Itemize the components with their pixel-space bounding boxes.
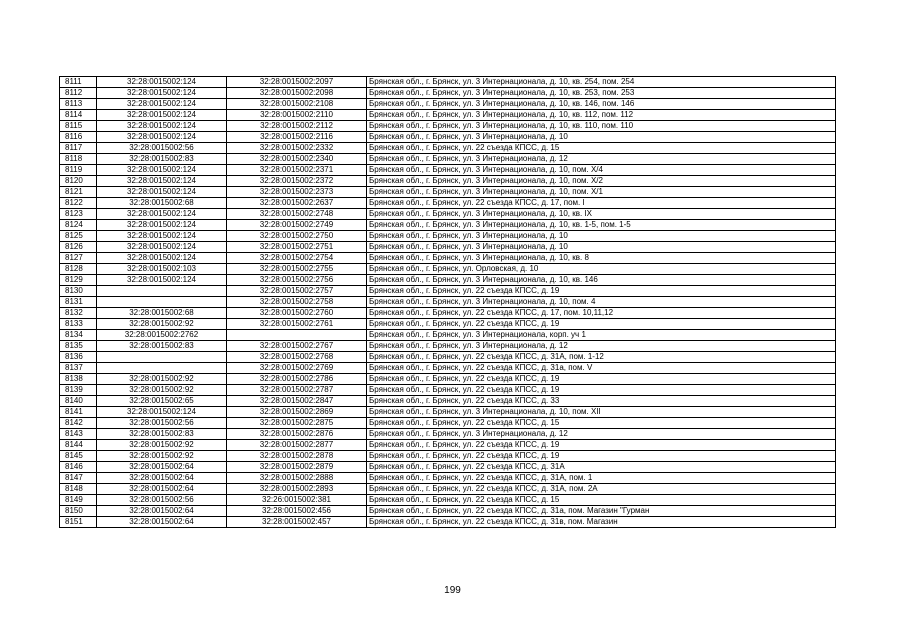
table-row — [60, 407, 836, 418]
land-cadastral-number-cell: 32:28:0015002:124 — [97, 231, 227, 242]
address-cell: Брянская обл., г. Брянск, ул. 3 Интернационала, д. 10, пом. XII — [367, 407, 836, 418]
object-cadastral-number-cell: 32:28:0015002:2754 — [227, 253, 367, 264]
object-cadastral-number-cell: 32:28:0015002:2751 — [227, 242, 367, 253]
address-cell: Брянская обл., г. Брянск, ул. 3 Интернационала, д. 10, пом. 4 — [367, 297, 836, 308]
land-cadastral-number-cell: 32:28:0015002:124 — [97, 99, 227, 110]
table-row — [60, 209, 836, 220]
land-cadastral-number-cell: 32:28:0015002:92 — [97, 319, 227, 330]
land-cadastral-number-cell: 32:28:0015002:103 — [97, 264, 227, 275]
land-cadastral-number-cell: 32:28:0015002:83 — [97, 429, 227, 440]
row-number-cell: 8137 — [60, 363, 97, 374]
row-number-cell: 8144 — [60, 440, 97, 451]
address-cell: Брянская обл., г. Брянск, ул. 3 Интернационала, д. 12 — [367, 341, 836, 352]
address-cell: Брянская обл., г. Брянск, ул. 3 Интернационала, д. 10, кв. 146 — [367, 275, 836, 286]
object-cadastral-number-cell: 32:28:0015002:2761 — [227, 319, 367, 330]
address-cell: Брянская обл., г. Брянск, ул. 3 Интернационала, д. 10 — [367, 231, 836, 242]
table-row — [60, 231, 836, 242]
address-cell: Брянская обл., г. Брянск, ул. 22 съезда КПСС, д. 31а, пом. V — [367, 363, 836, 374]
address-cell: Брянская обл., г. Брянск, ул. 22 съезда КПСС, д. 17, пом. I — [367, 198, 836, 209]
address-cell: Брянская обл., г. Брянск, ул. 22 съезда КПСС, д. 17, пом. 10,11,12 — [367, 308, 836, 319]
address-cell: Брянская обл., г. Брянск, ул. 22 съезда КПСС, д. 15 — [367, 495, 836, 506]
row-number-cell: 8131 — [60, 297, 97, 308]
land-cadastral-number-cell: 32:28:0015002:124 — [97, 165, 227, 176]
address-cell: Брянская обл., г. Брянск, ул. 22 съезда КПСС, д. 19 — [367, 319, 836, 330]
land-cadastral-number-cell: 32:28:0015002:92 — [97, 385, 227, 396]
table-row — [60, 77, 836, 88]
object-cadastral-number-cell: 32:28:0015002:2112 — [227, 121, 367, 132]
row-number-cell: 8129 — [60, 275, 97, 286]
row-number-cell: 8112 — [60, 88, 97, 99]
row-number-cell: 8127 — [60, 253, 97, 264]
land-cadastral-number-cell: 32:28:0015002:124 — [97, 132, 227, 143]
land-cadastral-number-cell: 32:28:0015002:64 — [97, 517, 227, 528]
table-row — [60, 99, 836, 110]
row-number-cell: 8114 — [60, 110, 97, 121]
object-cadastral-number-cell: 32:28:0015002:2116 — [227, 132, 367, 143]
object-cadastral-number-cell: 32:28:0015002:2875 — [227, 418, 367, 429]
object-cadastral-number-cell: 32:28:0015002:2756 — [227, 275, 367, 286]
table-row — [60, 198, 836, 209]
land-cadastral-number-cell — [97, 297, 227, 308]
row-number-cell: 8133 — [60, 319, 97, 330]
address-cell: Брянская обл., г. Брянск, ул. 3 Интернационала, корп. уч 1 — [367, 330, 836, 341]
row-number-cell: 8151 — [60, 517, 97, 528]
land-cadastral-number-cell: 32:28:0015002:124 — [97, 176, 227, 187]
land-cadastral-number-cell: 32:28:0015002:124 — [97, 253, 227, 264]
address-cell: Брянская обл., г. Брянск, ул. 22 съезда КПСС, д. 19 — [367, 286, 836, 297]
land-cadastral-number-cell: 32:28:0015002:92 — [97, 440, 227, 451]
address-cell: Брянская обл., г. Брянск, ул. 22 съезда КПСС, д. 19 — [367, 440, 836, 451]
row-number-cell: 8118 — [60, 154, 97, 165]
land-cadastral-number-cell: 32:28:0015002:83 — [97, 341, 227, 352]
table-row — [60, 88, 836, 99]
address-cell: Брянская обл., г. Брянск, ул. 22 съезда КПСС, д. 19 — [367, 451, 836, 462]
row-number-cell: 8139 — [60, 385, 97, 396]
table-body — [60, 77, 836, 528]
object-cadastral-number-cell: 32:28:0015002:2758 — [227, 297, 367, 308]
address-cell: Брянская обл., г. Брянск, ул. 3 Интернационала, д. 12 — [367, 429, 836, 440]
land-cadastral-number-cell: 32:28:0015002:124 — [97, 407, 227, 418]
object-cadastral-number-cell: 32:28:0015002:2869 — [227, 407, 367, 418]
land-cadastral-number-cell: 32:28:0015002:124 — [97, 242, 227, 253]
row-number-cell: 8120 — [60, 176, 97, 187]
object-cadastral-number-cell: 32:28:0015002:2786 — [227, 374, 367, 385]
object-cadastral-number-cell: 32:28:0015002:2110 — [227, 110, 367, 121]
land-cadastral-number-cell: 32:28:0015002:124 — [97, 187, 227, 198]
address-cell: Брянская обл., г. Брянск, ул. 3 Интернационала, д. 10, кв. 112, пом. 112 — [367, 110, 836, 121]
table-row — [60, 264, 836, 275]
table-row — [60, 495, 836, 506]
object-cadastral-number-cell: 32:26:0015002:381 — [227, 495, 367, 506]
address-cell: Брянская обл., г. Брянск, ул. 22 съезда КПСС, д. 19 — [367, 385, 836, 396]
row-number-cell: 8150 — [60, 506, 97, 517]
table-row — [60, 286, 836, 297]
object-cadastral-number-cell: 32:28:0015002:456 — [227, 506, 367, 517]
row-number-cell: 8126 — [60, 242, 97, 253]
row-number-cell: 8143 — [60, 429, 97, 440]
object-cadastral-number-cell: 32:28:0015002:2847 — [227, 396, 367, 407]
land-cadastral-number-cell: 32:28:0015002:124 — [97, 209, 227, 220]
address-cell: Брянская обл., г. Брянск, ул. 3 Интернационала, д. 10, кв. IX — [367, 209, 836, 220]
table-row — [60, 253, 836, 264]
address-cell: Брянская обл., г. Брянск, ул. 3 Интернационала, д. 10, кв. 253, пом. 253 — [367, 88, 836, 99]
address-cell: Брянская обл., г. Брянск, ул. 22 съезда КПСС, д. 31в, пом. Магазин — [367, 517, 836, 528]
cadastral-table — [59, 76, 836, 528]
table-row — [60, 319, 836, 330]
object-cadastral-number-cell: 32:28:0015002:457 — [227, 517, 367, 528]
table-row — [60, 363, 836, 374]
object-cadastral-number-cell: 32:28:0015002:2637 — [227, 198, 367, 209]
row-number-cell: 8128 — [60, 264, 97, 275]
object-cadastral-number-cell: 32:28:0015002:2768 — [227, 352, 367, 363]
table-row — [60, 143, 836, 154]
land-cadastral-number-cell: 32:28:0015002:56 — [97, 143, 227, 154]
table-row — [60, 396, 836, 407]
address-cell: Брянская обл., г. Брянск, ул. 22 съезда КПСС, д. 15 — [367, 418, 836, 429]
row-number-cell: 8134 — [60, 330, 97, 341]
page-number: 199 — [444, 585, 461, 596]
table-row — [60, 341, 836, 352]
row-number-cell: 8115 — [60, 121, 97, 132]
table-row — [60, 132, 836, 143]
object-cadastral-number-cell: 32:28:0015002:2750 — [227, 231, 367, 242]
object-cadastral-number-cell: 32:28:0015002:2340 — [227, 154, 367, 165]
land-cadastral-number-cell: 32:28:0015002:64 — [97, 462, 227, 473]
land-cadastral-number-cell: 32:28:0015002:124 — [97, 220, 227, 231]
table-row — [60, 451, 836, 462]
row-number-cell: 8130 — [60, 286, 97, 297]
land-cadastral-number-cell: 32:28:0015002:64 — [97, 473, 227, 484]
object-cadastral-number-cell: 32:28:0015002:2098 — [227, 88, 367, 99]
row-number-cell: 8142 — [60, 418, 97, 429]
row-number-cell: 8124 — [60, 220, 97, 231]
object-cadastral-number-cell: 32:28:0015002:2373 — [227, 187, 367, 198]
land-cadastral-number-cell: 32:28:0015002:64 — [97, 506, 227, 517]
object-cadastral-number-cell: 32:28:0015002:2769 — [227, 363, 367, 374]
table-row — [60, 462, 836, 473]
object-cadastral-number-cell: 32:28:0015002:2755 — [227, 264, 367, 275]
table-row — [60, 418, 836, 429]
row-number-cell: 8136 — [60, 352, 97, 363]
address-cell: Брянская обл., г. Брянск, ул. 3 Интернационала, д. 10, кв. 254, пом. 254 — [367, 77, 836, 88]
land-cadastral-number-cell: 32:28:0015002:2762 — [97, 330, 227, 341]
address-cell: Брянская обл., г. Брянск, ул. 22 съезда КПСС, д. 31А, пом. 1 — [367, 473, 836, 484]
land-cadastral-number-cell: 32:28:0015002:124 — [97, 275, 227, 286]
table-row — [60, 220, 836, 231]
land-cadastral-number-cell: 32:28:0015002:124 — [97, 88, 227, 99]
row-number-cell: 8135 — [60, 341, 97, 352]
table-row — [60, 506, 836, 517]
table-row — [60, 165, 836, 176]
table-row — [60, 187, 836, 198]
land-cadastral-number-cell: 32:28:0015002:56 — [97, 495, 227, 506]
object-cadastral-number-cell: 32:28:0015002:2876 — [227, 429, 367, 440]
address-cell: Брянская обл., г. Брянск, ул. 3 Интернационала, д. 10, кв. 110, пом. 110 — [367, 121, 836, 132]
address-cell: Брянская обл., г. Брянск, ул. 3 Интернационала, д. 10, пом. X/4 — [367, 165, 836, 176]
table-row — [60, 517, 836, 528]
object-cadastral-number-cell: 32:28:0015002:2888 — [227, 473, 367, 484]
object-cadastral-number-cell: 32:28:0015002:2877 — [227, 440, 367, 451]
table-row — [60, 440, 836, 451]
row-number-cell: 8123 — [60, 209, 97, 220]
row-number-cell: 8149 — [60, 495, 97, 506]
object-cadastral-number-cell: 32:28:0015002:2878 — [227, 451, 367, 462]
address-cell: Брянская обл., г. Брянск, ул. 22 съезда КПСС, д. 15 — [367, 143, 836, 154]
object-cadastral-number-cell: 32:28:0015002:2760 — [227, 308, 367, 319]
land-cadastral-number-cell: 32:28:0015002:92 — [97, 374, 227, 385]
table-row — [60, 154, 836, 165]
address-cell: Брянская обл., г. Брянск, ул. 3 Интернационала, д. 10, пом. X/2 — [367, 176, 836, 187]
land-cadastral-number-cell: 32:28:0015002:124 — [97, 121, 227, 132]
land-cadastral-number-cell: 32:28:0015002:64 — [97, 484, 227, 495]
row-number-cell: 8121 — [60, 187, 97, 198]
row-number-cell: 8119 — [60, 165, 97, 176]
table-row — [60, 484, 836, 495]
table-row — [60, 473, 836, 484]
table-row — [60, 308, 836, 319]
table-row — [60, 374, 836, 385]
address-cell: Брянская обл., г. Брянск, ул. Орловская, д. 10 — [367, 264, 836, 275]
table-row — [60, 110, 836, 121]
address-cell: Брянская обл., г. Брянск, ул. 22 съезда КПСС, д. 31а, пом. Магазин "Гурман — [367, 506, 836, 517]
row-number-cell: 8147 — [60, 473, 97, 484]
object-cadastral-number-cell: 32:28:0015002:2372 — [227, 176, 367, 187]
land-cadastral-number-cell: 32:28:0015002:83 — [97, 154, 227, 165]
object-cadastral-number-cell: 32:28:0015002:2767 — [227, 341, 367, 352]
table-row — [60, 429, 836, 440]
land-cadastral-number-cell: 32:28:0015002:56 — [97, 418, 227, 429]
object-cadastral-number-cell: 32:28:0015002:2787 — [227, 385, 367, 396]
object-cadastral-number-cell: 32:28:0015002:2332 — [227, 143, 367, 154]
land-cadastral-number-cell: 32:28:0015002:65 — [97, 396, 227, 407]
row-number-cell: 8141 — [60, 407, 97, 418]
address-cell: Брянская обл., г. Брянск, ул. 22 съезда КПСС, д. 33 — [367, 396, 836, 407]
table-row — [60, 352, 836, 363]
row-number-cell: 8111 — [60, 77, 97, 88]
object-cadastral-number-cell — [227, 330, 367, 341]
object-cadastral-number-cell: 32:28:0015002:2371 — [227, 165, 367, 176]
table-row — [60, 176, 836, 187]
row-number-cell: 8132 — [60, 308, 97, 319]
table-row — [60, 385, 836, 396]
land-cadastral-number-cell — [97, 363, 227, 374]
row-number-cell: 8116 — [60, 132, 97, 143]
object-cadastral-number-cell: 32:28:0015002:2757 — [227, 286, 367, 297]
table-row — [60, 242, 836, 253]
land-cadastral-number-cell — [97, 286, 227, 297]
land-cadastral-number-cell: 32:28:0015002:68 — [97, 308, 227, 319]
object-cadastral-number-cell: 32:28:0015002:2748 — [227, 209, 367, 220]
table-row — [60, 121, 836, 132]
address-cell: Брянская обл., г. Брянск, ул. 3 Интернационала, д. 12 — [367, 154, 836, 165]
address-cell: Брянская обл., г. Брянск, ул. 3 Интернационала, д. 10 — [367, 132, 836, 143]
table-row — [60, 330, 836, 341]
row-number-cell: 8113 — [60, 99, 97, 110]
address-cell: Брянская обл., г. Брянск, ул. 3 Интернационала, д. 10, пом. X/1 — [367, 187, 836, 198]
row-number-cell: 8148 — [60, 484, 97, 495]
object-cadastral-number-cell: 32:28:0015002:2879 — [227, 462, 367, 473]
land-cadastral-number-cell: 32:28:0015002:124 — [97, 110, 227, 121]
address-cell: Брянская обл., г. Брянск, ул. 3 Интернационала, д. 10, кв. 1-5, пом. 1-5 — [367, 220, 836, 231]
object-cadastral-number-cell: 32:28:0015002:2108 — [227, 99, 367, 110]
object-cadastral-number-cell: 32:28:0015002:2749 — [227, 220, 367, 231]
table-row — [60, 297, 836, 308]
row-number-cell: 8122 — [60, 198, 97, 209]
land-cadastral-number-cell: 32:28:0015002:68 — [97, 198, 227, 209]
address-cell: Брянская обл., г. Брянск, ул. 22 съезда КПСС, д. 31А, пом. 2А — [367, 484, 836, 495]
address-cell: Брянская обл., г. Брянск, ул. 22 съезда КПСС, д. 31А — [367, 462, 836, 473]
row-number-cell: 8145 — [60, 451, 97, 462]
row-number-cell: 8125 — [60, 231, 97, 242]
row-number-cell: 8146 — [60, 462, 97, 473]
address-cell: Брянская обл., г. Брянск, ул. 3 Интернационала, д. 10, кв. 146, пом. 146 — [367, 99, 836, 110]
object-cadastral-number-cell: 32:28:0015002:2893 — [227, 484, 367, 495]
row-number-cell: 8140 — [60, 396, 97, 407]
land-cadastral-number-cell: 32:28:0015002:124 — [97, 77, 227, 88]
land-cadastral-number-cell — [97, 352, 227, 363]
land-cadastral-number-cell: 32:28:0015002:92 — [97, 451, 227, 462]
address-cell: Брянская обл., г. Брянск, ул. 22 съезда КПСС, д. 31А, пом. 1-12 — [367, 352, 836, 363]
address-cell: Брянская обл., г. Брянск, ул. 3 Интернационала, д. 10, кв. 8 — [367, 253, 836, 264]
address-cell: Брянская обл., г. Брянск, ул. 22 съезда КПСС, д. 19 — [367, 374, 836, 385]
table-row — [60, 275, 836, 286]
object-cadastral-number-cell: 32:28:0015002:2097 — [227, 77, 367, 88]
address-cell: Брянская обл., г. Брянск, ул. 3 Интернационала, д. 10 — [367, 242, 836, 253]
row-number-cell: 8117 — [60, 143, 97, 154]
row-number-cell: 8138 — [60, 374, 97, 385]
